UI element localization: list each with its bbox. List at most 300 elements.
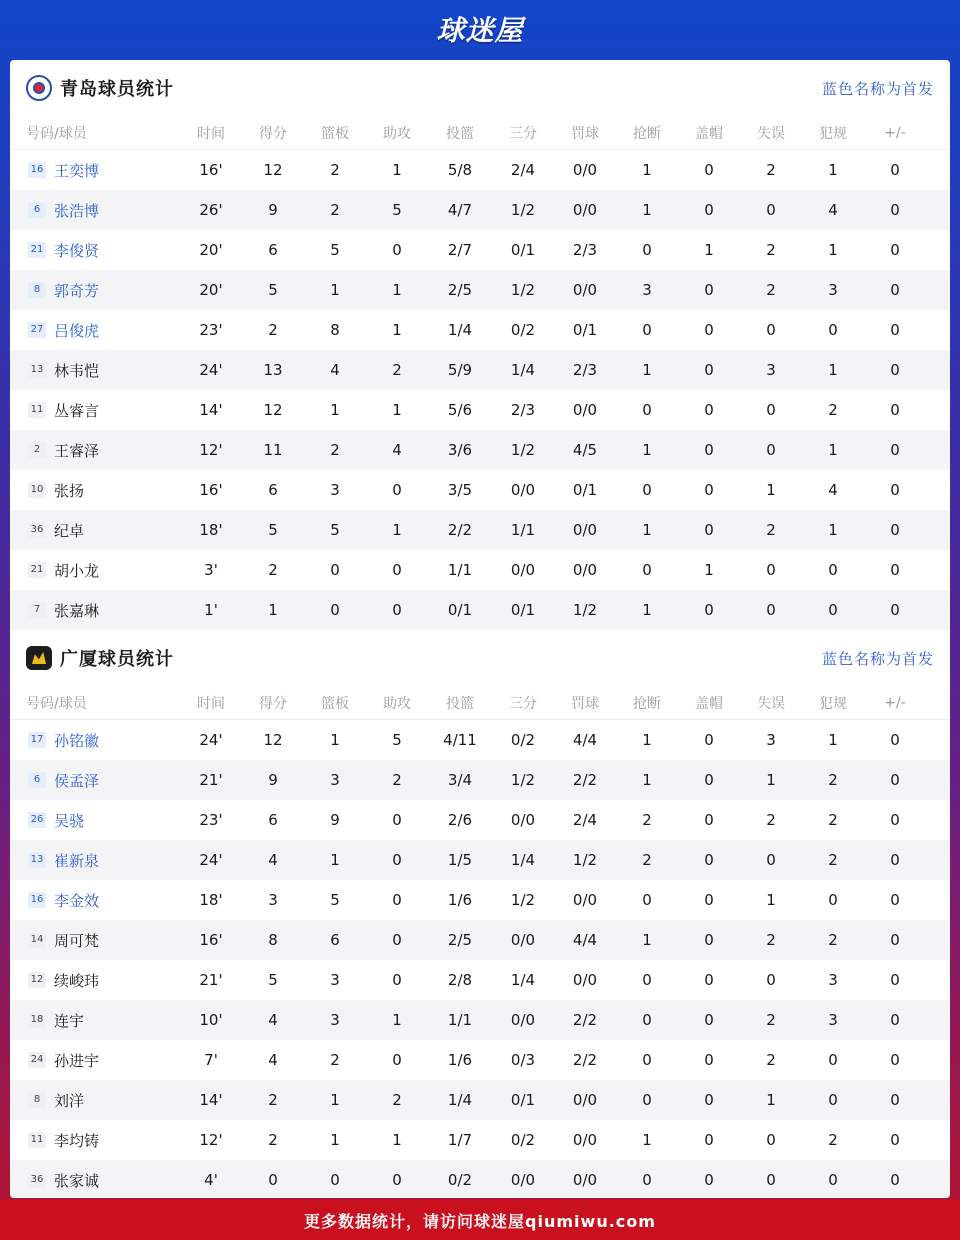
jersey-number-badge: 16	[28, 892, 46, 908]
player-name: 胡小龙	[54, 561, 100, 580]
stat-assists: 2	[392, 1091, 402, 1109]
stat-assists: 1	[392, 1131, 402, 1149]
stat-rebounds: 3	[330, 481, 340, 499]
stat-points: 11	[263, 441, 283, 459]
stat-steals: 3	[642, 281, 652, 299]
jersey-number-badge: 10	[28, 482, 46, 498]
player-table-body	[10, 720, 950, 1198]
stat-points: 2	[268, 1131, 278, 1149]
stat-steals: 0	[642, 1011, 652, 1029]
stat-blocks: 0	[704, 891, 714, 909]
stat-three-pointers: 0/0	[510, 1171, 536, 1189]
stat-free-throws: 1/2	[572, 601, 598, 619]
stat-points: 4	[268, 851, 278, 869]
player-cell	[10, 400, 180, 421]
stat-minutes: 10'	[199, 1011, 223, 1029]
team-title: 青岛球员统计	[60, 79, 174, 100]
stat-minutes: 16'	[199, 931, 223, 949]
column-header: 得分	[259, 125, 287, 142]
stat-free-throws: 4/4	[572, 731, 598, 749]
stat-blocks: 0	[704, 1091, 714, 1109]
stat-points: 8	[268, 931, 278, 949]
stat-plus-minus: 0	[890, 561, 900, 579]
player-name: 张嘉琳	[54, 601, 100, 620]
stat-points: 13	[263, 361, 283, 379]
player-cell	[10, 890, 180, 911]
stat-blocks: 0	[704, 281, 714, 299]
column-header: +/-	[884, 124, 906, 141]
table-row	[10, 720, 950, 760]
stat-assists: 1	[392, 161, 402, 179]
stat-plus-minus: 0	[890, 161, 900, 179]
stat-points: 4	[268, 1051, 278, 1069]
stat-field-goals: 3/4	[447, 771, 473, 789]
stat-plus-minus: 0	[890, 1011, 900, 1029]
stat-points: 0	[268, 1171, 278, 1189]
stat-fouls: 0	[828, 1171, 838, 1189]
jersey-number-badge: 13	[28, 852, 46, 868]
stat-free-throws: 0/0	[572, 1171, 598, 1189]
stat-minutes: 20'	[199, 241, 223, 259]
player-name: 张扬	[54, 481, 85, 500]
stat-plus-minus: 0	[890, 401, 900, 419]
table-row	[10, 920, 950, 960]
stat-turnovers: 0	[766, 1131, 776, 1149]
stat-points: 4	[268, 1011, 278, 1029]
stat-assists: 4	[392, 441, 402, 459]
player-cell	[10, 1170, 180, 1191]
jersey-number-badge: 2	[28, 442, 46, 458]
stat-field-goals: 0/2	[447, 1171, 473, 1189]
stat-steals: 0	[642, 1091, 652, 1109]
stat-three-pointers: 2/4	[510, 161, 536, 179]
jersey-number-badge: 6	[28, 202, 46, 218]
player-cell	[10, 440, 180, 461]
stat-points: 5	[268, 281, 278, 299]
stat-steals: 0	[642, 971, 652, 989]
column-header: 犯规	[819, 125, 847, 142]
table-row	[10, 190, 950, 230]
column-header: 罚球	[571, 125, 599, 142]
jersey-number-badge: 7	[28, 602, 46, 618]
stat-free-throws: 2/2	[572, 1051, 598, 1069]
stat-fouls: 0	[828, 1051, 838, 1069]
stat-three-pointers: 1/4	[510, 971, 536, 989]
stat-minutes: 1'	[204, 601, 218, 619]
stat-three-pointers: 1/2	[510, 891, 536, 909]
stat-blocks: 0	[704, 1011, 714, 1029]
stat-assists: 5	[392, 731, 402, 749]
stat-steals: 0	[642, 481, 652, 499]
stat-free-throws: 0/0	[572, 201, 598, 219]
stat-steals: 1	[642, 1131, 652, 1149]
jersey-number-badge: 12	[28, 972, 46, 988]
player-name: 崔新泉	[54, 851, 100, 870]
stat-rebounds: 8	[330, 321, 340, 339]
stat-turnovers: 0	[766, 1171, 776, 1189]
stats-card	[10, 60, 950, 1198]
column-header: 助攻	[383, 695, 411, 712]
stat-blocks: 0	[704, 931, 714, 949]
stat-turnovers: 2	[766, 1051, 776, 1069]
stat-points: 6	[268, 811, 278, 829]
player-cell	[10, 730, 180, 751]
column-header: 号码/球员	[26, 695, 87, 712]
team-section-qingdao	[10, 60, 950, 630]
player-cell	[10, 240, 180, 261]
column-header: 篮板	[321, 125, 349, 142]
stat-blocks: 0	[704, 161, 714, 179]
stat-blocks: 0	[704, 401, 714, 419]
stat-free-throws: 4/4	[572, 931, 598, 949]
stat-turnovers: 0	[766, 441, 776, 459]
stat-plus-minus: 0	[890, 851, 900, 869]
column-header: 盖帽	[695, 695, 723, 712]
column-header: 得分	[259, 695, 287, 712]
stat-assists: 1	[392, 281, 402, 299]
stat-free-throws: 4/5	[572, 441, 598, 459]
stat-assists: 0	[392, 851, 402, 869]
stat-free-throws: 0/0	[572, 281, 598, 299]
player-name: 连宇	[54, 1011, 85, 1030]
stat-plus-minus: 0	[890, 1131, 900, 1149]
stat-three-pointers: 1/4	[510, 361, 536, 379]
stat-free-throws: 0/0	[572, 561, 598, 579]
stat-turnovers: 2	[766, 281, 776, 299]
table-row	[10, 960, 950, 1000]
stat-field-goals: 1/6	[447, 891, 473, 909]
stat-three-pointers: 1/2	[510, 441, 536, 459]
stat-steals: 2	[642, 851, 652, 869]
stat-blocks: 0	[704, 851, 714, 869]
jersey-number-badge: 17	[28, 732, 46, 748]
stat-three-pointers: 0/1	[510, 601, 536, 619]
stat-turnovers: 2	[766, 1011, 776, 1029]
stat-rebounds: 3	[330, 1011, 340, 1029]
stat-plus-minus: 0	[890, 321, 900, 339]
player-name: 王睿泽	[54, 441, 100, 460]
stat-turnovers: 0	[766, 401, 776, 419]
player-name: 郭奇芳	[54, 281, 100, 300]
stat-fouls: 2	[828, 401, 838, 419]
table-row	[10, 510, 950, 550]
stat-plus-minus: 0	[890, 201, 900, 219]
stat-assists: 0	[392, 891, 402, 909]
player-name: 李均铸	[54, 1131, 100, 1150]
jersey-number-badge: 8	[28, 1092, 46, 1108]
stat-assists: 2	[392, 361, 402, 379]
stat-field-goals: 3/6	[447, 441, 473, 459]
stat-steals: 1	[642, 161, 652, 179]
stat-points: 6	[268, 241, 278, 259]
stat-field-goals: 1/6	[447, 1051, 473, 1069]
stat-points: 12	[263, 161, 283, 179]
stat-blocks: 0	[704, 441, 714, 459]
stat-field-goals: 1/4	[447, 1091, 473, 1109]
stat-blocks: 0	[704, 771, 714, 789]
player-cell	[10, 200, 180, 221]
stat-rebounds: 1	[330, 281, 340, 299]
jersey-number-badge: 21	[28, 242, 46, 258]
player-cell	[10, 480, 180, 501]
stat-free-throws: 0/0	[572, 401, 598, 419]
stat-minutes: 14'	[199, 1091, 223, 1109]
table-row	[10, 350, 950, 390]
stat-plus-minus: 0	[890, 811, 900, 829]
stat-field-goals: 1/1	[447, 1011, 473, 1029]
jersey-number-badge: 24	[28, 1052, 46, 1068]
starter-legend-note: 蓝色名称为首发	[821, 649, 934, 668]
stat-minutes: 26'	[199, 201, 223, 219]
player-cell	[10, 1010, 180, 1031]
stat-plus-minus: 0	[890, 361, 900, 379]
stat-field-goals: 3/5	[447, 481, 473, 499]
stat-field-goals: 2/2	[447, 521, 473, 539]
stat-fouls: 0	[828, 561, 838, 579]
stat-field-goals: 2/7	[447, 241, 473, 259]
stat-free-throws: 0/1	[572, 321, 598, 339]
stat-plus-minus: 0	[890, 1051, 900, 1069]
stat-minutes: 21'	[199, 771, 223, 789]
player-cell	[10, 160, 180, 181]
stat-three-pointers: 1/2	[510, 281, 536, 299]
table-row	[10, 1080, 950, 1120]
player-cell	[10, 970, 180, 991]
stat-plus-minus: 0	[890, 1091, 900, 1109]
stat-three-pointers: 0/2	[510, 1131, 536, 1149]
stat-blocks: 0	[704, 601, 714, 619]
player-cell	[10, 1090, 180, 1111]
stat-free-throws: 2/4	[572, 811, 598, 829]
stat-turnovers: 2	[766, 931, 776, 949]
stat-turnovers: 1	[766, 1091, 776, 1109]
jersey-number-badge: 6	[28, 772, 46, 788]
stat-fouls: 2	[828, 1131, 838, 1149]
stat-rebounds: 6	[330, 931, 340, 949]
stat-blocks: 1	[704, 241, 714, 259]
stat-assists: 1	[392, 521, 402, 539]
stat-fouls: 1	[828, 241, 838, 259]
stat-free-throws: 2/2	[572, 771, 598, 789]
jersey-number-badge: 13	[28, 362, 46, 378]
stat-rebounds: 4	[330, 361, 340, 379]
stat-blocks: 0	[704, 1051, 714, 1069]
stat-fouls: 1	[828, 731, 838, 749]
jersey-number-badge: 16	[28, 162, 46, 178]
stat-minutes: 24'	[199, 361, 223, 379]
table-row	[10, 1120, 950, 1160]
stat-plus-minus: 0	[890, 731, 900, 749]
column-header: 失误	[757, 125, 785, 142]
stat-assists: 1	[392, 321, 402, 339]
stat-points: 9	[268, 201, 278, 219]
stat-steals: 1	[642, 771, 652, 789]
player-cell	[10, 810, 180, 831]
table-header	[10, 686, 950, 720]
stat-points: 3	[268, 891, 278, 909]
table-row	[10, 270, 950, 310]
stat-three-pointers: 0/0	[510, 481, 536, 499]
stat-fouls: 2	[828, 931, 838, 949]
column-header: 时间	[197, 125, 225, 142]
stat-minutes: 12'	[199, 1131, 223, 1149]
stat-rebounds: 0	[330, 601, 340, 619]
footer-link-text[interactable]: 更多数据统计，请访问球迷屋qiumiwu.com	[304, 1211, 656, 1231]
stat-steals: 2	[642, 811, 652, 829]
stat-field-goals: 2/8	[447, 971, 473, 989]
player-cell	[10, 1050, 180, 1071]
stat-blocks: 0	[704, 1131, 714, 1149]
table-row	[10, 150, 950, 190]
stat-points: 9	[268, 771, 278, 789]
stat-points: 12	[263, 401, 283, 419]
stat-field-goals: 5/6	[447, 401, 473, 419]
stat-steals: 0	[642, 561, 652, 579]
stat-field-goals: 5/8	[447, 161, 473, 179]
stat-assists: 2	[392, 771, 402, 789]
player-cell	[10, 930, 180, 951]
stat-three-pointers: 0/2	[510, 731, 536, 749]
stat-minutes: 20'	[199, 281, 223, 299]
stat-fouls: 2	[828, 771, 838, 789]
jersey-number-badge: 14	[28, 932, 46, 948]
stat-rebounds: 2	[330, 1051, 340, 1069]
stat-plus-minus: 0	[890, 771, 900, 789]
stat-field-goals: 1/7	[447, 1131, 473, 1149]
stat-rebounds: 2	[330, 161, 340, 179]
table-row	[10, 310, 950, 350]
stat-fouls: 0	[828, 321, 838, 339]
player-name: 林韦恺	[54, 361, 100, 380]
stat-free-throws: 0/0	[572, 1131, 598, 1149]
footer-banner[interactable]	[0, 1200, 960, 1240]
stat-rebounds: 2	[330, 441, 340, 459]
team-header	[10, 630, 950, 686]
table-row	[10, 1000, 950, 1040]
player-name: 李金效	[54, 891, 100, 910]
stat-blocks: 0	[704, 811, 714, 829]
player-cell	[10, 850, 180, 871]
stat-three-pointers: 0/3	[510, 1051, 536, 1069]
table-row	[10, 470, 950, 510]
stat-minutes: 23'	[199, 321, 223, 339]
stat-three-pointers: 0/0	[510, 561, 536, 579]
stat-minutes: 3'	[204, 561, 218, 579]
stat-minutes: 23'	[199, 811, 223, 829]
column-header: 投篮	[446, 125, 474, 142]
stat-minutes: 18'	[199, 891, 223, 909]
stat-field-goals: 2/5	[447, 931, 473, 949]
player-cell	[10, 520, 180, 541]
stat-fouls: 3	[828, 971, 838, 989]
stat-minutes: 14'	[199, 401, 223, 419]
stat-three-pointers: 0/0	[510, 931, 536, 949]
stat-turnovers: 3	[766, 731, 776, 749]
guangsha-team-logo-icon	[26, 646, 52, 670]
player-name: 周可梵	[54, 931, 100, 950]
jersey-number-badge: 11	[28, 1132, 46, 1148]
column-header: 三分	[509, 125, 537, 142]
stat-rebounds: 1	[330, 851, 340, 869]
stat-rebounds: 9	[330, 811, 340, 829]
stat-free-throws: 2/3	[572, 241, 598, 259]
stat-turnovers: 1	[766, 771, 776, 789]
stat-free-throws: 1/2	[572, 851, 598, 869]
table-row	[10, 590, 950, 630]
stat-turnovers: 0	[766, 851, 776, 869]
stat-minutes: 16'	[199, 481, 223, 499]
stat-minutes: 4'	[204, 1171, 218, 1189]
column-header: 罚球	[571, 695, 599, 712]
qingdao-team-logo-icon	[26, 75, 52, 101]
stat-rebounds: 3	[330, 771, 340, 789]
jersey-number-badge: 11	[28, 402, 46, 418]
stat-fouls: 1	[828, 521, 838, 539]
table-row	[10, 1040, 950, 1080]
stat-steals: 1	[642, 361, 652, 379]
team-section-guangsha	[10, 630, 950, 1198]
table-row	[10, 880, 950, 920]
column-header: 抢断	[633, 695, 661, 712]
stat-rebounds: 5	[330, 891, 340, 909]
player-cell	[10, 560, 180, 581]
stat-fouls: 3	[828, 1011, 838, 1029]
stat-turnovers: 1	[766, 481, 776, 499]
table-header	[10, 116, 950, 150]
column-header: 抢断	[633, 125, 661, 142]
stat-rebounds: 3	[330, 971, 340, 989]
column-header: 助攻	[383, 125, 411, 142]
stat-blocks: 0	[704, 521, 714, 539]
stat-plus-minus: 0	[890, 601, 900, 619]
stat-steals: 0	[642, 321, 652, 339]
stat-fouls: 3	[828, 281, 838, 299]
stat-points: 6	[268, 481, 278, 499]
stat-plus-minus: 0	[890, 1171, 900, 1189]
stat-blocks: 0	[704, 1171, 714, 1189]
column-header: 时间	[197, 695, 225, 712]
player-name: 李俊贤	[54, 241, 100, 260]
stat-field-goals: 1/4	[447, 321, 473, 339]
stat-three-pointers: 0/1	[510, 241, 536, 259]
table-row	[10, 430, 950, 470]
player-name: 刘洋	[54, 1091, 85, 1110]
player-name: 丛睿言	[54, 401, 100, 420]
stat-minutes: 24'	[199, 731, 223, 749]
table-row	[10, 230, 950, 270]
player-cell	[10, 320, 180, 341]
player-name: 孙铭徽	[54, 731, 100, 750]
stat-plus-minus: 0	[890, 891, 900, 909]
stat-rebounds: 1	[330, 1091, 340, 1109]
jersey-number-badge: 27	[28, 322, 46, 338]
stat-assists: 0	[392, 811, 402, 829]
table-row	[10, 760, 950, 800]
stat-fouls: 1	[828, 441, 838, 459]
table-row	[10, 550, 950, 590]
stat-assists: 1	[392, 401, 402, 419]
column-header: 盖帽	[695, 125, 723, 142]
stat-three-pointers: 0/0	[510, 1011, 536, 1029]
team-title: 广厦球员统计	[60, 649, 174, 670]
stat-assists: 0	[392, 241, 402, 259]
stat-blocks: 1	[704, 561, 714, 579]
stat-minutes: 16'	[199, 161, 223, 179]
stat-points: 1	[268, 601, 278, 619]
stat-field-goals: 2/6	[447, 811, 473, 829]
column-header: 犯规	[819, 695, 847, 712]
column-header: 失误	[757, 695, 785, 712]
